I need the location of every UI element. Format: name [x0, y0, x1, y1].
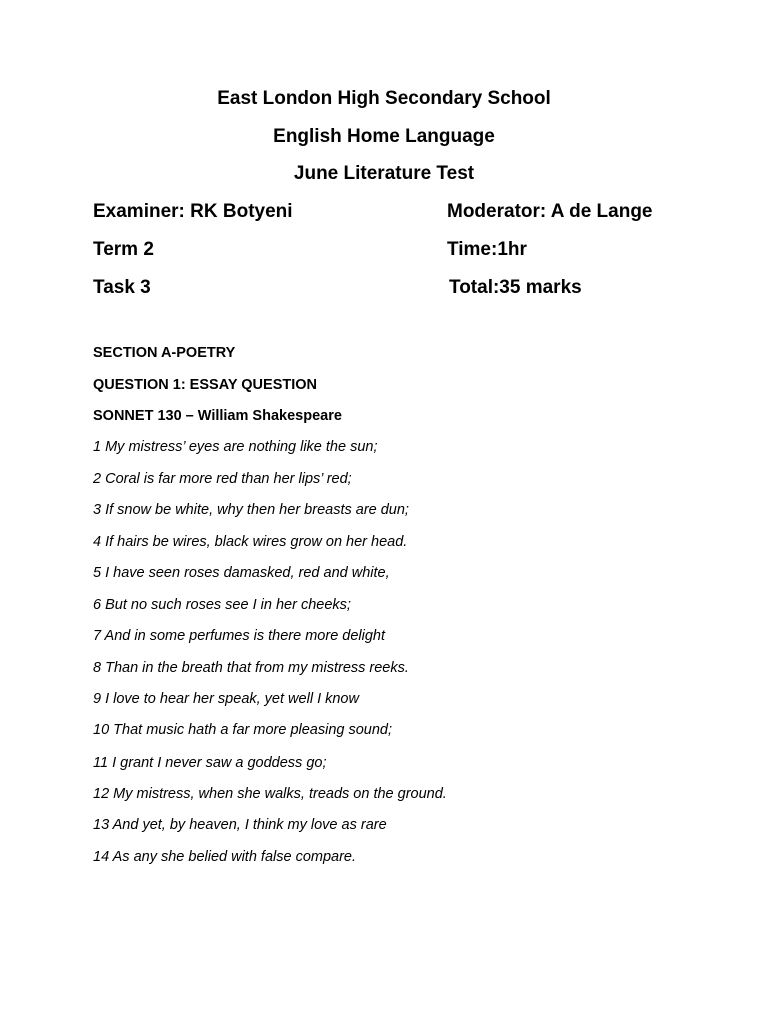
poem-title: SONNET 130 – William Shakespeare	[93, 408, 342, 424]
poem-line-1: 1 My mistress’ eyes are nothing like the sun;	[93, 439, 378, 455]
poem-line-3: 3 If snow be white, why then her breasts are dun;	[93, 502, 409, 518]
poem-line-5: 5 I have seen roses damasked, red and white,	[93, 565, 390, 581]
test-title: June Literature Test	[293, 163, 475, 184]
poem-line-12: 12 My mistress, when she walks, treads on the ground.	[93, 786, 447, 802]
subject-title: English Home Language	[273, 126, 495, 147]
poem-line-11: 11 I grant I never saw a goddess go;	[93, 755, 327, 771]
poem-line-4: 4 If hairs be wires, black wires grow on her head.	[93, 534, 408, 550]
poem-line-2: 2 Coral is far more red than her lips’ red;	[93, 471, 352, 487]
time-label: Time:1hr	[447, 239, 527, 260]
poem-line-6: 6 But no such roses see I in her cheeks;	[93, 597, 351, 613]
section-title: SECTION A-POETRY	[93, 345, 236, 361]
examiner-label: Examiner: RK Botyeni	[93, 201, 293, 222]
question-title: QUESTION 1: ESSAY QUESTION	[93, 377, 317, 393]
school-name: East London High Secondary School	[217, 88, 551, 109]
moderator-label: Moderator: A de Lange	[447, 201, 653, 222]
poem-line-8: 8 Than in the breath that from my mistress reeks.	[93, 660, 409, 676]
poem-line-14: 14 As any she belied with false compare.	[93, 849, 357, 865]
poem-line-9: 9 I love to hear her speak, yet well I know	[93, 691, 359, 707]
poem-line-7: 7 And in some perfumes is there more delight	[93, 628, 386, 644]
task-label: Task 3	[93, 277, 151, 298]
total-marks-label: Total:35 marks	[449, 277, 582, 298]
poem-line-10: 10 That music hath a far more pleasing sound;	[93, 722, 393, 738]
term-label: Term 2	[93, 239, 154, 260]
poem-line-13: 13 And yet, by heaven, I think my love as rare	[93, 817, 387, 833]
